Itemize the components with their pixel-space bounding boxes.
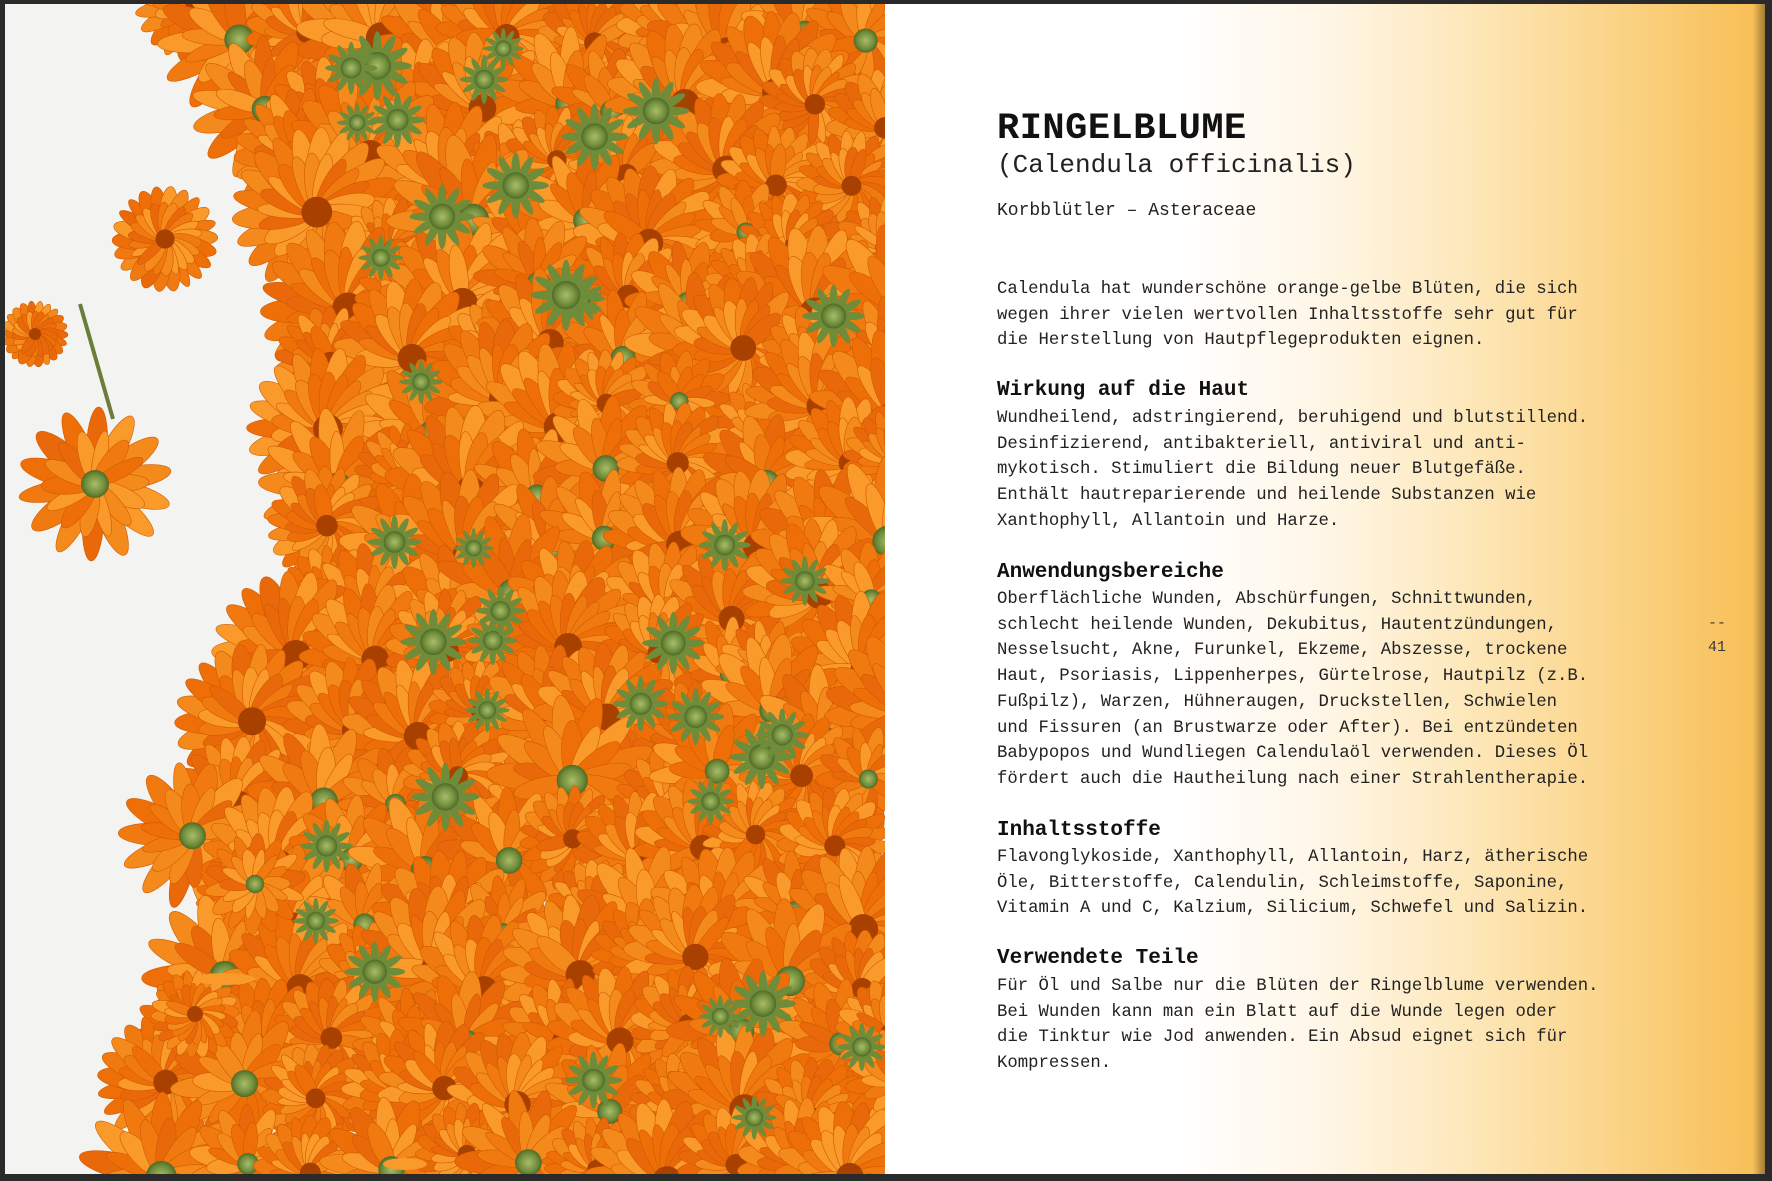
loose-petal [195,973,255,985]
folio [1708,612,1726,660]
section-heading-teile: Verwendete Teile [997,947,1199,970]
section-heading-anwendung: Anwendungsbereiche [997,561,1224,584]
calendula-flowers-image [5,4,885,1174]
folio-dash: -- [1708,615,1727,632]
plant-family: Korbblütler – Asteraceae [997,201,1257,221]
section-heading-wirkung: Wirkung auf die Haut [997,379,1250,402]
page-number: 41 [1708,639,1727,656]
calendula-photo-page [5,4,885,1174]
section-body-wirkung: Wundheilend, adstringierend, beruhigend und blutstillend. Desinfizierend, antibakteriell, antiviral und anti- mykotisch. Stimuliert die Bildung neuer Blutgefäße. Enthält hautreparierende und heilende Substanzen wie Xanthophyll, Allantoin und Harze. [997,409,1589,531]
latin-name: (Calendula officinalis) [997,150,1356,180]
loose-petal [383,1158,427,1170]
section-body-inhaltsstoffe: Flavonglykoside, Xanthophyll, Allantoin, Harz, ätherische Öle, Bitterstoffe, Calendulin, Schleimstoffe, Saponine, Vitamin A und C, Kalzium, Silicium, Schwefel und Salizin. [997,848,1589,919]
section-body-anwendung: Oberflächliche Wunden, Abschürfungen, Schnittwunden, schlecht heilende Wunden, Dekubitus, Hautentzündungen, Nesselsucht, Akne, Furunkel, Ekzeme, Abszesse, trockene Haut, Psoriasis, Lippenherpes, Gürtelrose, Hautpilz (z.B. Fußpilz), Warzen, Hühneraugen, Druckstellen, Schwielen und Fissuren (an Brustwarze oder After). Bei entzündeten Babypopos und Wundliegen Calendulaöl verwenden. Dieses Öl fördert auch die Hautheilung nach einer Strahlentherapie. [997,590,1589,789]
section-body-teile: Für Öl und Salbe nur die Blüten der Ringelblume verwenden. Bei Wunden kann man ein Blatt auf die Wunde legen oder die Tinktur wie Jod anwenden. Ein Absud eignet sich für Kompressen. [997,977,1599,1074]
page-title: RINGELBLUME [997,108,1247,150]
section-heading-inhaltsstoffe: Inhaltsstoffe [997,819,1161,842]
text-page [885,4,1765,1174]
intro-paragraph: Calendula hat wunderschöne orange-gelbe Blüten, die sich wegen ihrer vielen wertvollen Inhaltsstoffe sehr gut für die Herstellung von Hautpflegeprodukten eignen. [997,280,1578,351]
